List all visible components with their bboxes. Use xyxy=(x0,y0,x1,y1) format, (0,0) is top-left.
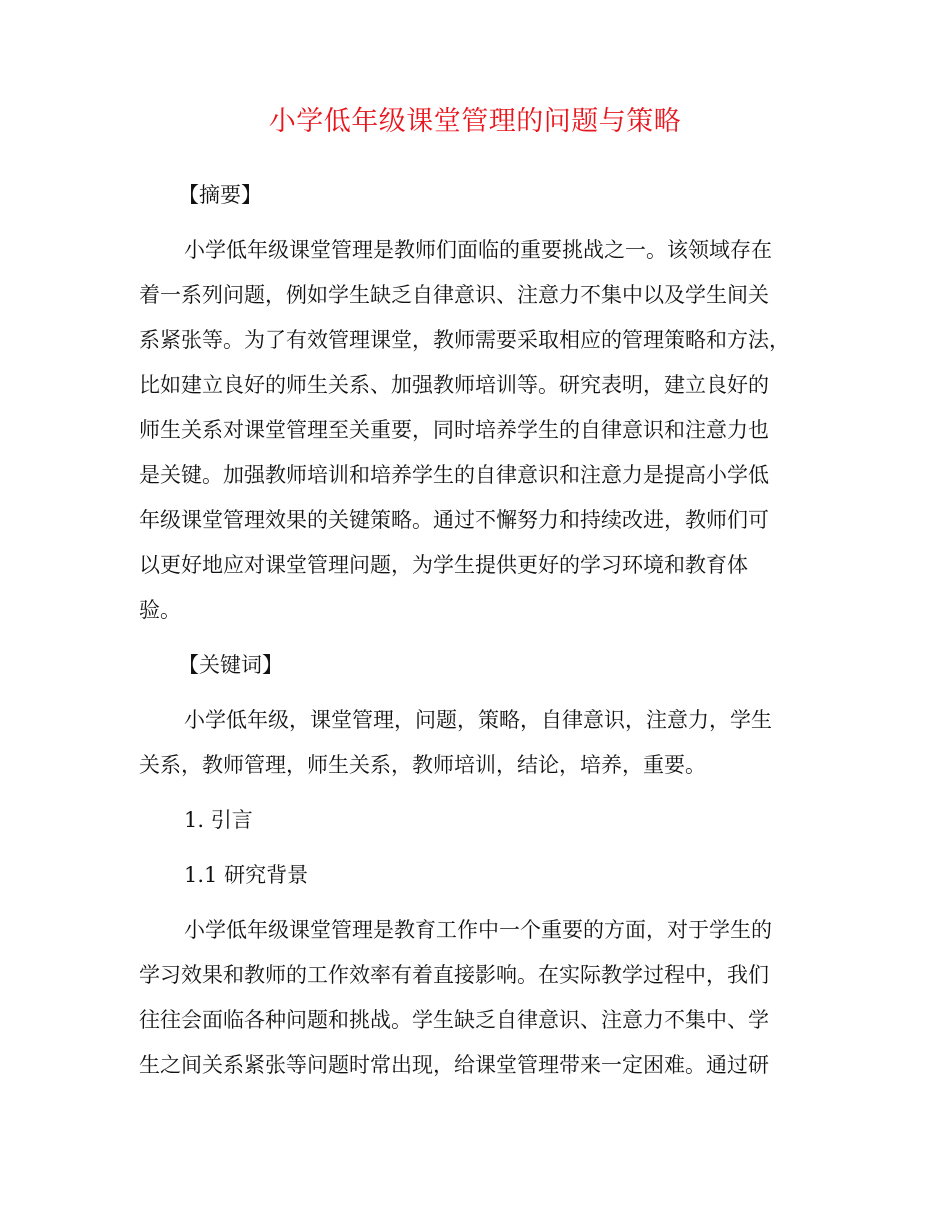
document-title: 小学低年级课堂管理的问题与策略 xyxy=(268,106,682,137)
background-line: 生之间关系紧张等问题时常出现，给课堂管理带来一定困难。通过研 xyxy=(139,1053,769,1077)
abstract-line: 师生关系对课堂管理至关重要，同时培养学生的自律意识和注意力也 xyxy=(139,418,769,442)
abstract-line: 是关键。加强教师培训和培养学生的自律意识和注意力是提高小学低 xyxy=(139,463,769,487)
abstract-line: 小学低年级课堂管理是教师们面临的重要挑战之一。该领域存在 xyxy=(184,238,772,262)
keywords-heading: 【关键词】 xyxy=(178,653,283,677)
abstract-line: 验。 xyxy=(139,598,181,622)
background-line: 学习效果和教师的工作效率有着直接影响。在实际教学过程中，我们 xyxy=(139,963,769,987)
abstract-line: 着一系列问题，例如学生缺乏自律意识、注意力不集中以及学生间关 xyxy=(139,283,769,307)
keywords-line: 关系，教师管理，师生关系，教师培训，结论，培养，重要。 xyxy=(139,753,706,777)
keywords-line: 小学低年级，课堂管理，问题，策略，自律意识，注意力，学生 xyxy=(184,708,772,732)
abstract-line: 以更好地应对课堂管理问题，为学生提供更好的学习环境和教育体 xyxy=(139,553,748,577)
abstract-heading: 【摘要】 xyxy=(178,183,262,207)
subsection-heading-background: 1.1 研究背景 xyxy=(184,863,309,887)
abstract-line: 系紧张等。为了有效管理课堂，教师需要采取相应的管理策略和方法， xyxy=(139,328,790,352)
background-line: 往往会面临各种问题和挑战。学生缺乏自律意识、注意力不集中、学 xyxy=(139,1008,769,1032)
background-line: 小学低年级课堂管理是教育工作中一个重要的方面，对于学生的 xyxy=(184,918,772,942)
abstract-line: 年级课堂管理效果的关键策略。通过不懈努力和持续改进，教师们可 xyxy=(139,508,769,532)
abstract-line: 比如建立良好的师生关系、加强教师培训等。研究表明，建立良好的 xyxy=(139,373,769,397)
section-heading-introduction: 1. 引言 xyxy=(184,808,253,832)
